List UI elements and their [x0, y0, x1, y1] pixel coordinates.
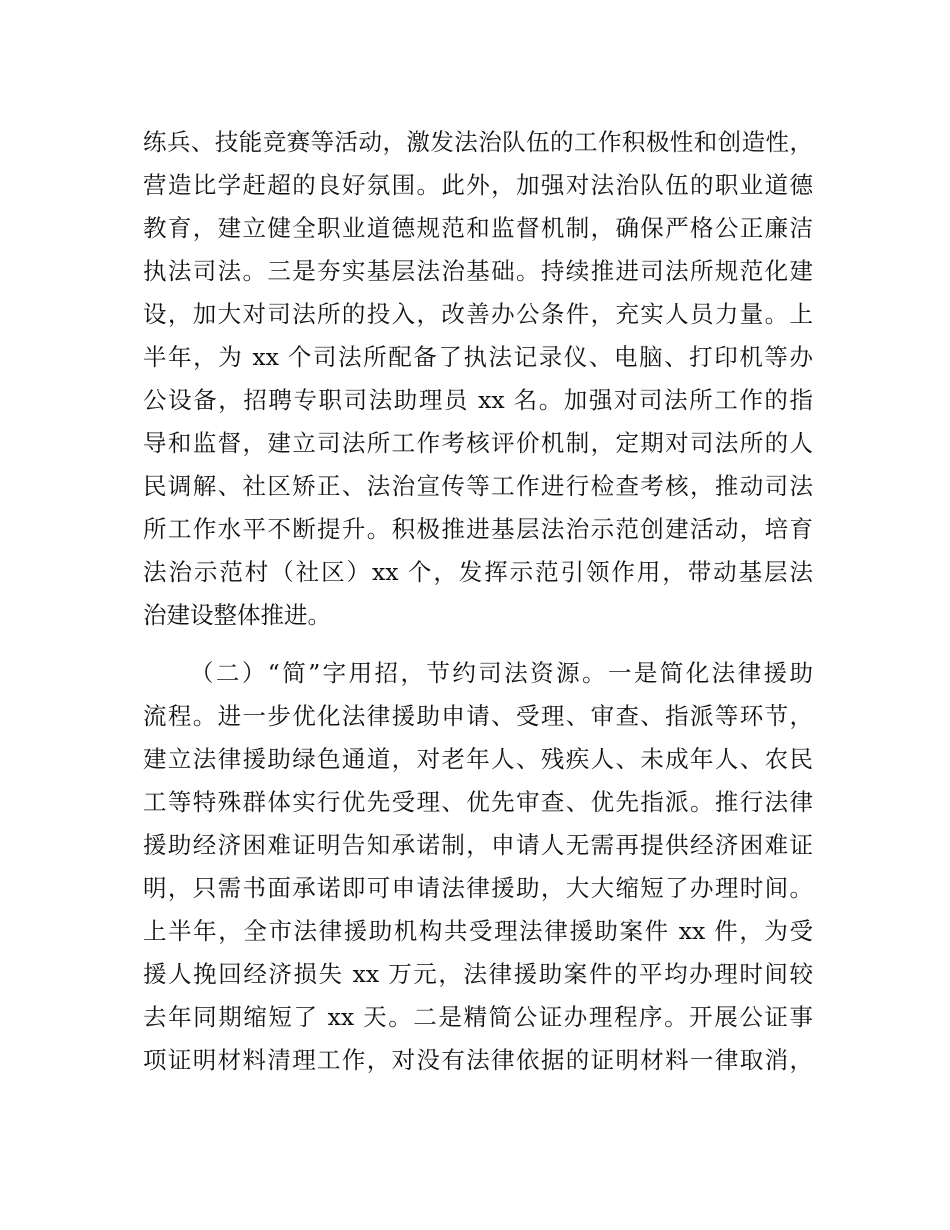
- text-line: 所工作水平不断提升。积极推进基层法治示范创建活动，培育: [143, 515, 813, 543]
- text-line: 教育，建立健全职业道德规范和监督机制，确保严格公正廉洁: [143, 214, 813, 242]
- text-line: 治建设整体推进。: [143, 601, 331, 629]
- text-line: 援人挽回经济损失 xx 万元，法律援助案件的平均办理时间较: [143, 960, 813, 988]
- text-line: 导和监督，建立司法所工作考核评价机制，定期对司法所的人: [143, 429, 813, 457]
- text-line: 项证明材料清理工作，对没有法律依据的证明材料一律取消，: [143, 1046, 813, 1074]
- text-line: 半年，为 xx 个司法所配备了执法记录仪、电脑、打印机等办: [143, 343, 813, 371]
- text-line: 营造比学赶超的良好氛围。此外，加强对法治队伍的职业道德: [143, 171, 813, 199]
- document-body: [143, 121, 813, 1082]
- paragraph-1: [143, 121, 813, 637]
- text-line: 练兵、技能竞赛等活动，激发法治队伍的工作积极性和创造性，: [143, 128, 813, 156]
- text-line: 公设备，招聘专职司法助理员 xx 名。加强对司法所工作的指: [143, 386, 813, 414]
- text-line: 流程。进一步优化法律援助申请、受理、审查、指派等环节，: [143, 702, 813, 730]
- text-line: 工等特殊群体实行优先受理、优先审查、优先指派。推行法律: [143, 788, 813, 816]
- text-line: 明，只需书面承诺即可申请法律援助，大大缩短了办理时间。: [143, 874, 813, 902]
- text-line: 去年同期缩短了 xx 天。二是精简公证办理程序。开展公证事: [143, 1003, 813, 1031]
- text-line: 上半年，全市法律援助机构共受理法律援助案件 xx 件，为受: [143, 917, 813, 945]
- text-line: 法治示范村（社区）xx 个，发挥示范引领作用，带动基层法: [143, 558, 813, 586]
- text-line: 民调解、社区矫正、法治宣传等工作进行检查考核，推动司法: [143, 472, 813, 500]
- text-line: 执法司法。三是夯实基层法治基础。持续推进司法所规范化建: [143, 257, 813, 285]
- paragraph-2: [143, 652, 813, 1082]
- section-heading-line: （二）“简”字用招，节约司法资源。一是简化法律援助: [190, 659, 813, 687]
- text-line: 设，加大对司法所的投入，改善办公条件，充实人员力量。上: [143, 300, 813, 328]
- text-line: 援助经济困难证明告知承诺制，申请人无需再提供经济困难证: [143, 831, 813, 859]
- paragraph-gap: [143, 637, 813, 652]
- text-line: 建立法律援助绿色通道，对老年人、残疾人、未成年人、农民: [143, 745, 813, 773]
